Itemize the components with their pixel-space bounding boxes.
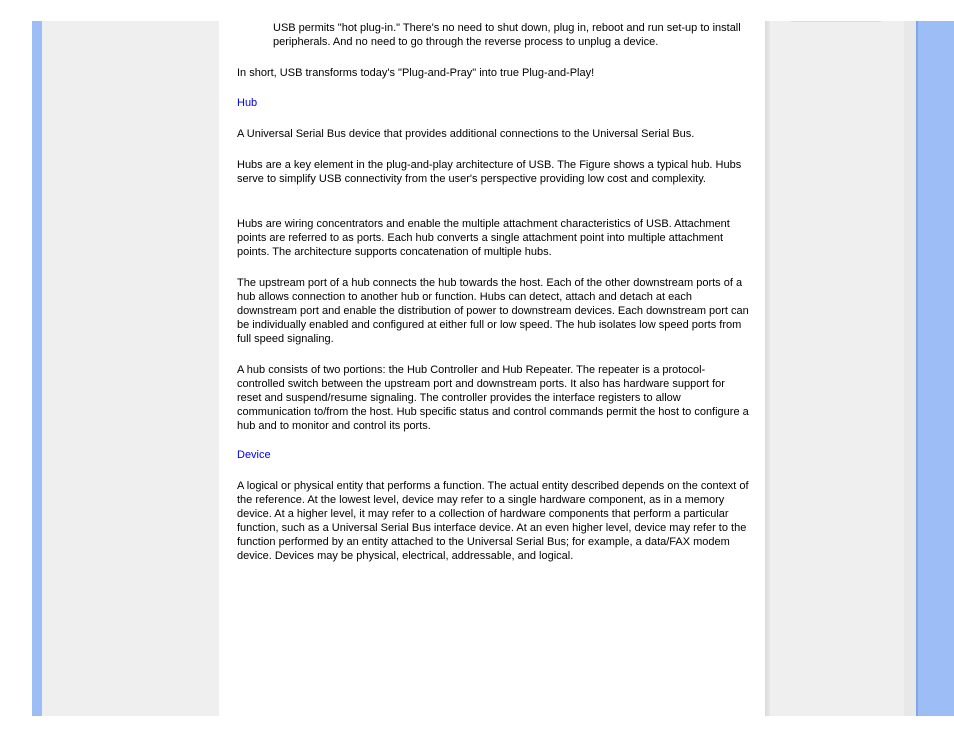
left-sidebar xyxy=(42,21,219,716)
hub-heading[interactable]: Hub xyxy=(237,97,258,109)
right-sidebar-edge xyxy=(904,21,916,716)
hub-paragraph-2: Hubs are wiring concentrators and enable the multiple attachment characteristics of USB. Attachment points are referred to as ports. Each hub converts a single attachment point into multiple attachment points. The architecture supports concatenation of multiple hubs. xyxy=(237,218,730,258)
page-frame xyxy=(32,21,954,716)
in-short-paragraph: In short, USB transforms today's "Plug-and-Pray" into true Plug-and-Play! xyxy=(237,67,595,79)
hot-plug-paragraph: USB permits "hot plug-in." There's no need to shut down, plug in, reboot and run set-up to install peripherals. And no need to go through the reverse process to unplug a device. xyxy=(273,22,741,48)
right-sidebar xyxy=(770,21,916,716)
main-content xyxy=(237,21,757,716)
hub-paragraph-4: A hub consists of two portions: the Hub Controller and Hub Repeater. The repeater is a protocol-controlled switch between the upstream port and downstream ports. It also has hardware support for reset and suspend/resume signaling. The controller provides the interface registers to allow communication to/from the host. Hub specific status and control commands permit the host to configure a hub and to monitor and control its ports. xyxy=(237,364,749,432)
left-blue-border xyxy=(32,21,42,716)
device-definition: A logical or physical entity that performs a function. The actual entity described depends on the context of the reference. At the lowest level, device may refer to a single hardware component, as in a memory device. At a higher level, it may refer to a collection of hardware components that perform a particular function, such as a Universal Serial Bus interface device. At an even higher level, device may refer to the function performed by an entity attached to the Universal Serial Bus; for example, a data/FAX modem device. Devices may be physical, electrical, addressable, and logical. xyxy=(237,480,749,562)
right-sidebar-top-line xyxy=(791,21,881,22)
hub-paragraph-1: Hubs are a key element in the plug-and-play architecture of USB. The Figure shows a typical hub. Hubs serve to simplify USB connectivity from the user's perspective providing low cost and complexity. xyxy=(237,159,742,185)
right-blue-border xyxy=(918,21,954,716)
hub-paragraph-3: The upstream port of a hub connects the hub towards the host. Each of the other downstream ports of a hub allows connection to another hub or function. Hubs can detect, attach and detach at each downstream port and enable the distribution of power to downstream devices. Each downstream port can be individually enabled and configured at either full or low speed. The hub isolates low speed ports from full speed signaling. xyxy=(237,277,749,345)
device-heading[interactable]: Device xyxy=(237,449,271,461)
hub-definition: A Universal Serial Bus device that provides additional connections to the Universal Serial Bus. xyxy=(237,128,695,140)
